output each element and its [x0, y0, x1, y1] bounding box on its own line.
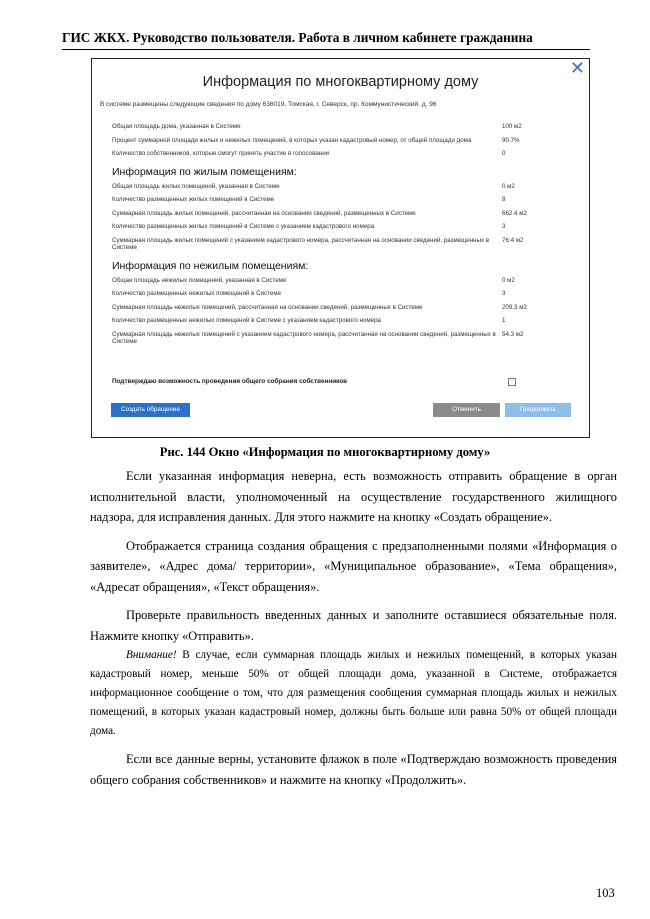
- info-row: [112, 317, 562, 325]
- row-value: 1: [502, 317, 506, 324]
- info-row: [112, 331, 562, 346]
- info-row: [112, 183, 562, 191]
- row-value: 100 м2: [502, 123, 522, 130]
- row-value: 3: [502, 223, 506, 230]
- create-request-button[interactable]: Создать обращение: [111, 403, 190, 417]
- body-text: [90, 466, 617, 790]
- row-label: Общая площадь жилых помещений, указанная в Системе: [112, 182, 280, 190]
- warning-paragraph: [90, 646, 617, 741]
- row-value: 209.3 м2: [502, 303, 527, 311]
- row-label: Процент суммарной площади жилых и нежилых помещений, в которых указан кадастровый номер, от общей площади дома: [112, 136, 472, 144]
- paragraph: Проверьте правильность введенных данных и заполните оставшиеся обязательные поля. Нажмите кнопку «Отправить».: [90, 608, 617, 643]
- row-value: 0 м2: [502, 182, 515, 190]
- row-label: Суммарная площадь нежилых помещений, рассчитанная на основании сведений, размещенных в Системе: [112, 303, 423, 311]
- row-value: 662.4 м2: [502, 209, 527, 217]
- info-row: [112, 196, 562, 204]
- figure-caption: Рис. 144 Окно «Информация по многоквартирному дому»: [159, 445, 491, 459]
- paragraph: Если указанная информация неверна, есть возможность отправить обращение в орган исполнительной власти, уполномоченный на осуществление государственного жилищного надзора, для исправления данных. Для этого нажмите на кнопку «Создать обращение».: [90, 469, 617, 524]
- page-number: 103: [596, 886, 615, 900]
- info-rows: [112, 123, 562, 346]
- row-value: 0 м2: [502, 276, 515, 284]
- row-value: 0: [502, 150, 506, 157]
- row-label: Суммарная площадь нежилых помещений с указанием кадастрового номера, рассчитанная на основании сведений, размещенных в Системе: [112, 330, 496, 345]
- modal-subtitle: В системе размещены следующие сведения по дому 636019, Томская, г. Северск, пр. Коммунистический, д. 96: [100, 101, 437, 108]
- close-icon[interactable]: ✕: [569, 58, 585, 78]
- continue-button[interactable]: Продолжить: [505, 403, 571, 417]
- info-row: [112, 223, 562, 231]
- modal-screenshot: [91, 58, 590, 438]
- row-value: 8: [502, 196, 506, 203]
- row-label: Количество собственников, которые смогут принять участие в голосовании: [112, 150, 330, 157]
- document-header: ГИС ЖКХ. Руководство пользователя. Работа в личном кабинете гражданина: [62, 30, 590, 50]
- confirm-label: Подтверждаю возможность проведения общего собрания собственников: [112, 378, 348, 385]
- row-label: Количество размещенных жилых помещений в Системе с указанием кадастрового номера: [112, 223, 375, 230]
- warning-lead: Внимание!: [126, 649, 177, 661]
- info-row: [112, 237, 562, 252]
- row-label: Количество размещенных нежилых помещений в Системе с указанием кадастрового номера: [112, 317, 381, 324]
- info-row: [112, 210, 562, 218]
- warning-body: В случае, если суммарная площадь жилых и нежилых помещений, в которых указан кадастровый номер, меньше 50% от общей площади дома, указанной в Системе, отображается информационное сообщение о том, что для размещения сообщения суммарная площадь жилых и нежилых помещений, в которых указан кадастровый номер, должны быть больше или равна 50% от общей площади дома.: [90, 649, 617, 737]
- info-row: [112, 304, 562, 312]
- row-label: Количество размещенных жилых помещений в Системе: [112, 196, 275, 203]
- row-label: Общая площадь нежилых помещений, указанная в Системе: [112, 276, 287, 284]
- info-row: [112, 150, 562, 158]
- row-value: 76.4 м2: [502, 236, 524, 244]
- row-value: 54.3 м2: [502, 330, 524, 338]
- confirm-checkbox[interactable]: [508, 378, 516, 386]
- row-label: Общая площадь дома, указанная в Системе: [112, 123, 241, 130]
- info-row: [112, 290, 562, 298]
- cancel-button[interactable]: Отменить: [433, 403, 500, 417]
- row-label: Суммарная площадь жилых помещений с указанием кадастрового номера, рассчитанная на основании сведений, размещенных в Системе: [112, 236, 490, 251]
- residential-section-title: Информация по жилым помещениям:: [112, 165, 297, 178]
- nonresidential-section-title: Информация по нежилым помещениям:: [112, 259, 309, 272]
- row-label: Количество размещенных нежилых помещений в Системе: [112, 290, 282, 297]
- row-value: 90.7%: [502, 136, 520, 144]
- paragraph: Если все данные верны, установите флажок в поле «Подтверждаю возможность проведения общего собрания собственников» и нажмите на кнопку «Продолжить».: [90, 752, 617, 787]
- modal-title: Информация по многоквартирному дому: [202, 74, 479, 90]
- info-row: [112, 123, 562, 131]
- paragraph: Отображается страница создания обращения с предзаполненными полями «Информация о заявителе», «Адрес дома/ территории», «Муниципальное образование», «Тема обращения», «Адресат обращения», «Текст обращения».: [90, 538, 617, 594]
- info-row: [112, 277, 562, 285]
- info-row: [112, 137, 562, 145]
- row-label: Суммарная площадь жилых помещений, рассчитанная на основании сведений, размещенных в Системе: [112, 209, 416, 217]
- row-value: 3: [502, 290, 506, 297]
